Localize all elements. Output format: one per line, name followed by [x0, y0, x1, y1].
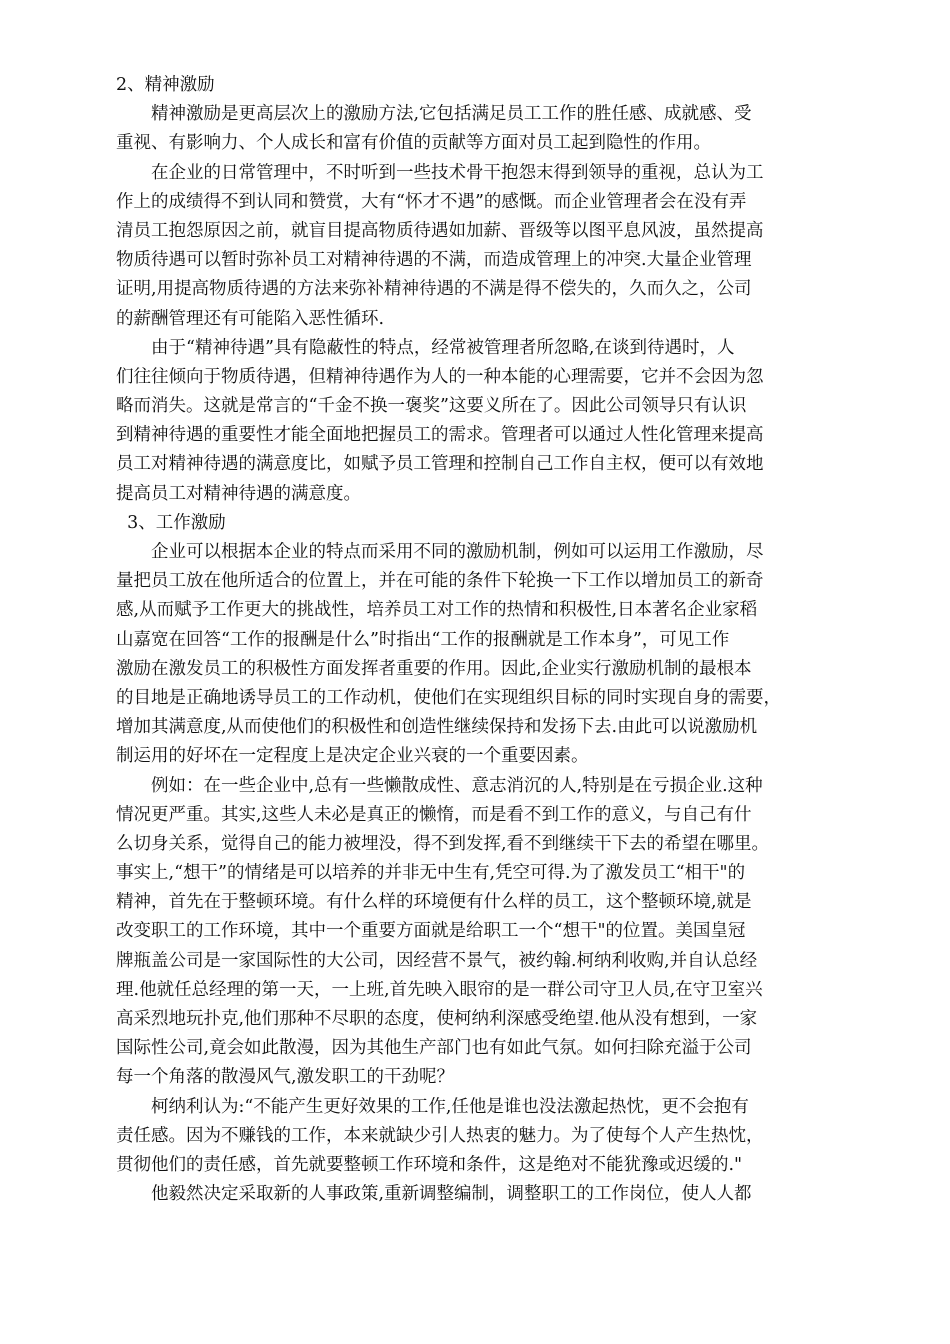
text-line: 由于“精神待遇”具有隐蔽性的特点，经常被管理者所忽略,在谈到待遇时，人 — [151, 337, 735, 358]
text-line: 高采烈地玩扑克,他们那种不尽职的态度，使柯纳利深感受绝望.他从没有想到，一家 — [116, 1009, 758, 1030]
text-line: 事实上,“想干”的情绪是可以培养的并非无中生有,凭空可得.为了激发员工“相干"的 — [116, 863, 746, 884]
paragraph — [116, 334, 836, 509]
text-line: 物质待遇可以暂时弥补员工对精神待遇的不满，而造成管理上的冲突.大量企业管理 — [116, 250, 752, 271]
section-heading: 2、精神激励 — [116, 75, 215, 95]
text-line: 量把员工放在他所适合的位置上，并在可能的条件下轮换一下工作以增加员工的新奇 — [116, 571, 764, 592]
text-line: 提高员工对精神待遇的满意度。 — [116, 483, 361, 504]
text-line: 清员工抱怨原因之前，就盲目提高物质待遇如加薪、晋级等以图平息风波，虽然提高 — [116, 220, 764, 241]
paragraph — [116, 538, 836, 772]
text-line: 的目地是正确地诱导员工的工作动机，使他们在实现组织目标的同时实现自身的需要， — [116, 687, 781, 708]
text-line: 的薪酬管理还有可能陷入恶性循环. — [116, 308, 385, 329]
paragraph — [116, 772, 836, 1093]
text-line: 作上的成绩得不到认同和赞赏，大有“怀才不遇”的感慨。而企业管理者会在没有弄 — [116, 191, 747, 212]
text-line: 改变职工的工作环境，其中一个重要方面就是给职工一个“想干"的位置。美国皇冠 — [116, 921, 746, 942]
text-line: 证明,用提高物质待遇的方法来弥补精神待遇的不满是得不偿失的，久而久之，公司 — [116, 279, 752, 300]
text-line: 国际性公司,竟会如此散漫，因为其他生产部门也有如此气氛。如何扫除充溢于公司 — [116, 1038, 752, 1059]
text-line: 牌瓶盖公司是一家国际性的大公司，因经营不景气，被约翰.柯纳利收购,并自认总经 — [116, 950, 758, 971]
text-line: 情况更严重。其实,这些人未必是真正的懒惰，而是看不到工作的意义，与自己有什 — [116, 804, 752, 825]
text-line: 精神，首先在于整顿环境。有什么样的环境便有什么样的员工，这个整顿环境,就是 — [116, 892, 752, 913]
paragraph — [116, 1180, 836, 1209]
text-line: 企业可以根据本企业的特点而采用不同的激励机制，例如可以运用工作激励，尽 — [151, 542, 764, 563]
paragraph — [116, 100, 836, 158]
document-body — [116, 71, 836, 1209]
text-line: 到精神待遇的重要性才能全面地把握员工的需求。管理者可以通过人性化管理来提高 — [116, 425, 764, 446]
text-line: 重视、有影响力、个人成长和富有价值的贡献等方面对员工起到隐性的作用。 — [116, 133, 711, 154]
text-line: 责任感。因为不赚钱的工作，本来就缺少引人热衷的魅力。为了使每个人产生热忱， — [116, 1125, 764, 1146]
section-heading: 3、工作激励 — [116, 512, 226, 533]
text-line: 贯彻他们的责任感，首先就要整顿工作环境和条件，这是绝对不能犹豫或迟缓的." — [116, 1154, 743, 1175]
text-line: 么切身关系，觉得自己的能力被埋没，得不到发挥,看不到继续干下去的希望在哪里。 — [116, 833, 770, 854]
text-line: 每一个角落的散漫风气,激发职工的干劲呢？ — [116, 1067, 455, 1088]
paragraph — [116, 159, 836, 334]
text-line: 感,从而赋予工作更大的挑战性，培养员工对工作的热情和积极性,日本著名企业家稻 — [116, 600, 758, 621]
paragraph — [116, 1093, 836, 1181]
text-line: 在企业的日常管理中，不时听到一些技术骨干抱怨末得到领导的重视，总认为工 — [151, 162, 764, 183]
text-line: 他毅然决定采取新的人事政策,重新调整编制，调整职工的工作岗位，使人人都 — [151, 1184, 752, 1205]
text-line: 略而消失。这就是常言的“千金不换一褒奖”这要义所在了。因此公司领导只有认识 — [116, 396, 747, 417]
text-line: 柯纳利认为:“不能产生更好效果的工作,任他是谁也没法激起热忱，更不会抱有 — [151, 1096, 749, 1117]
text-line: 山嘉宽在回答“工作的报酬是什么”时指出“工作的报酬就是工作本身”，可见工作 — [116, 629, 730, 650]
text-line: 理.他就任总经理的第一天，一上班,首先映入眼帘的是一群公司守卫人员,在守卫室兴 — [116, 979, 763, 1000]
text-line: 增加其满意度,从而使他们的积极性和创造性继续保持和发扬下去.由此可以说激励机 — [116, 717, 758, 738]
text-line: 精神激励是更高层次上的激励方法,它包括满足员工工作的胜任感、成就感、受 — [151, 104, 752, 125]
text-line: 们往往倾向于物质待遇，但精神待遇作为人的一种本能的心理需要，它并不会因为忽 — [116, 366, 764, 387]
text-line: 员工对精神待遇的满意度比，如赋予员工管理和控制自己工作自主权，便可以有效地 — [116, 454, 764, 475]
text-line: 例如：在一些企业中,总有一些懒散成性、意志消沉的人,特别是在亏损企业.这种 — [151, 775, 763, 796]
text-line: 制运用的好坏在一定程度上是决定企业兴衰的一个重要因素。 — [116, 746, 589, 767]
text-line: 激励在激发员工的积极性方面发挥者重要的作用。因此,企业实行激励机制的最根本 — [116, 658, 752, 679]
